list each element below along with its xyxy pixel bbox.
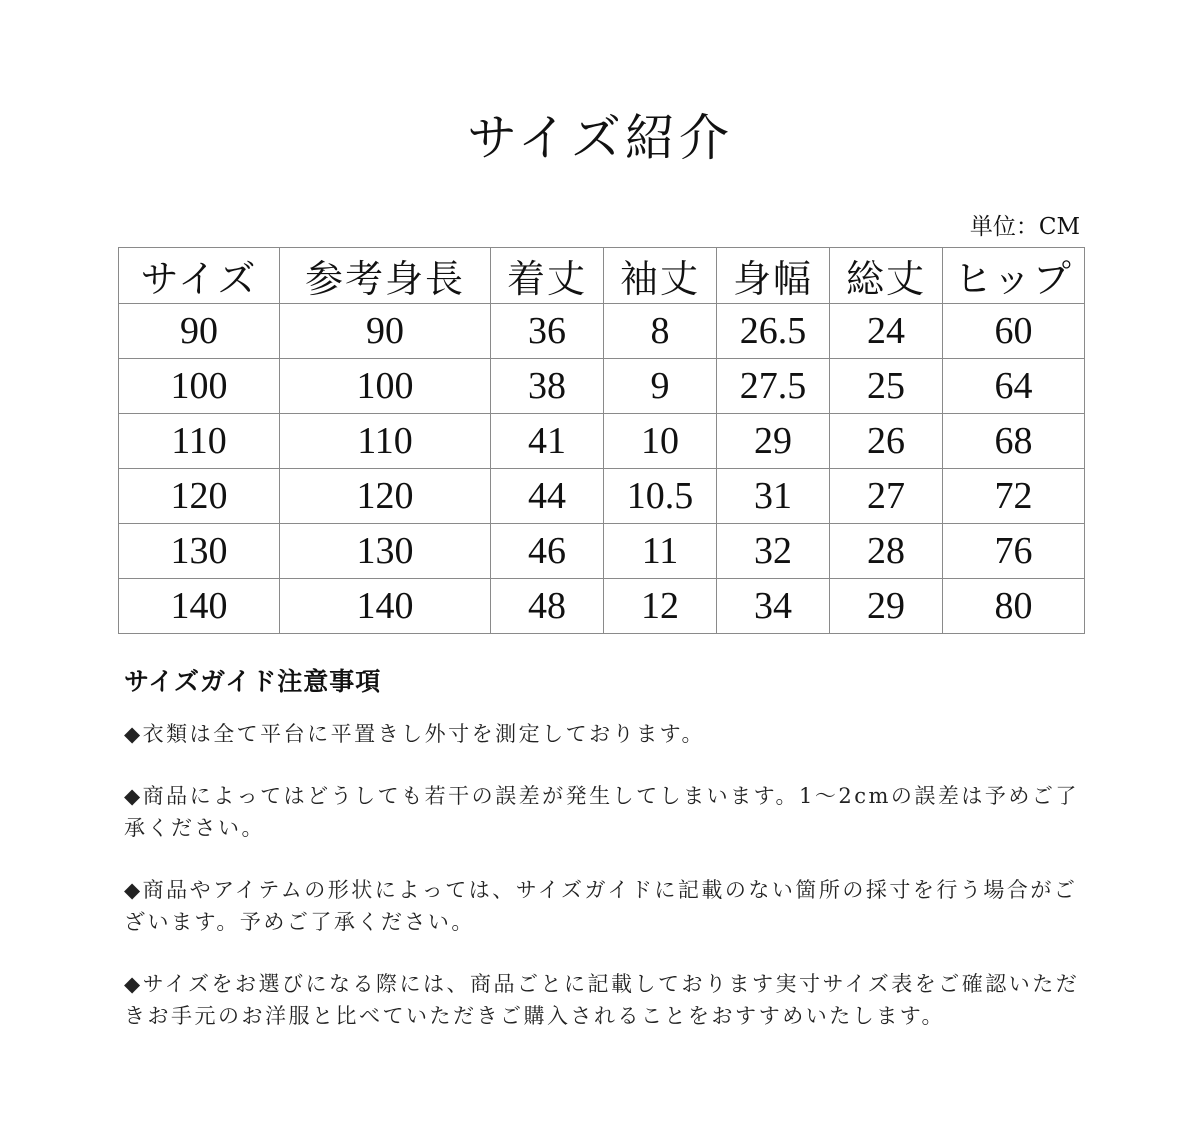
table-row: [119, 469, 1085, 524]
table-cell: 29: [717, 414, 830, 469]
header-length: 着丈: [491, 248, 604, 304]
header-body-width: 身幅: [717, 248, 830, 304]
table-cell: 34: [717, 579, 830, 634]
size-guide-notes: [124, 662, 1084, 1062]
table-cell: 90: [280, 304, 491, 359]
header-size: サイズ: [119, 248, 280, 304]
notes-title: サイズガイド注意事項: [124, 667, 382, 696]
table-cell: 140: [280, 579, 491, 634]
table-cell: 41: [491, 414, 604, 469]
note-item: ◆衣類は全て平台に平置きし外寸を測定しております。: [124, 722, 705, 746]
table-cell: 9: [604, 359, 717, 414]
table-cell: 64: [943, 359, 1085, 414]
table-cell: 8: [604, 304, 717, 359]
table-cell: 24: [830, 304, 943, 359]
table-cell: 11: [604, 524, 717, 579]
table-cell: 100: [280, 359, 491, 414]
note-item: ◆商品やアイテムの形状によっては、サイズガイドに記載のない箇所の採寸を行う場合がございます。予めご了承ください。: [124, 878, 1078, 934]
table-cell: 12: [604, 579, 717, 634]
table-row: [119, 304, 1085, 359]
table-cell: 27: [830, 469, 943, 524]
table-cell: 68: [943, 414, 1085, 469]
table-cell: 110: [119, 414, 280, 469]
table-cell: 32: [717, 524, 830, 579]
table-cell: 28: [830, 524, 943, 579]
table-row: [119, 579, 1085, 634]
note-item: ◆商品によってはどうしても若干の誤差が発生してしまいます。1〜2cmの誤差は予めご了承ください。: [124, 784, 1079, 840]
table-cell: 72: [943, 469, 1085, 524]
table-cell: 140: [119, 579, 280, 634]
size-table: [118, 247, 1085, 634]
table-cell: 10: [604, 414, 717, 469]
table-cell: 26.5: [717, 304, 830, 359]
table-cell: 31: [717, 469, 830, 524]
table-row: [119, 414, 1085, 469]
table-cell: 120: [119, 469, 280, 524]
table-header-row: [119, 248, 1085, 304]
table-cell: 10.5: [604, 469, 717, 524]
table-row: [119, 359, 1085, 414]
header-total-length: 総丈: [830, 248, 943, 304]
table-cell: 44: [491, 469, 604, 524]
table-cell: 60: [943, 304, 1085, 359]
table-cell: 27.5: [717, 359, 830, 414]
page-title: サイズ紹介: [467, 109, 733, 167]
table-cell: 80: [943, 579, 1085, 634]
header-reference-height: 参考身長: [280, 248, 491, 304]
table-cell: 29: [830, 579, 943, 634]
table-cell: 48: [491, 579, 604, 634]
note-item: ◆サイズをお選びになる際には、商品ごとに記載しております実寸サイズ表をご確認いただきお手元のお洋服と比べていただきご購入されることをおすすめいたします。: [124, 972, 1080, 1028]
table-cell: 46: [491, 524, 604, 579]
header-sleeve: 袖丈: [604, 248, 717, 304]
table-cell: 90: [119, 304, 280, 359]
table-cell: 25: [830, 359, 943, 414]
table-cell: 130: [280, 524, 491, 579]
table-cell: 26: [830, 414, 943, 469]
table-cell: 100: [119, 359, 280, 414]
table-cell: 130: [119, 524, 280, 579]
header-hip: ヒップ: [943, 248, 1085, 304]
table-cell: 110: [280, 414, 491, 469]
unit-label: 単位：CM: [969, 214, 1080, 240]
table-cell: 38: [491, 359, 604, 414]
table-cell: 76: [943, 524, 1085, 579]
table-cell: 120: [280, 469, 491, 524]
table-row: [119, 524, 1085, 579]
table-cell: 36: [491, 304, 604, 359]
